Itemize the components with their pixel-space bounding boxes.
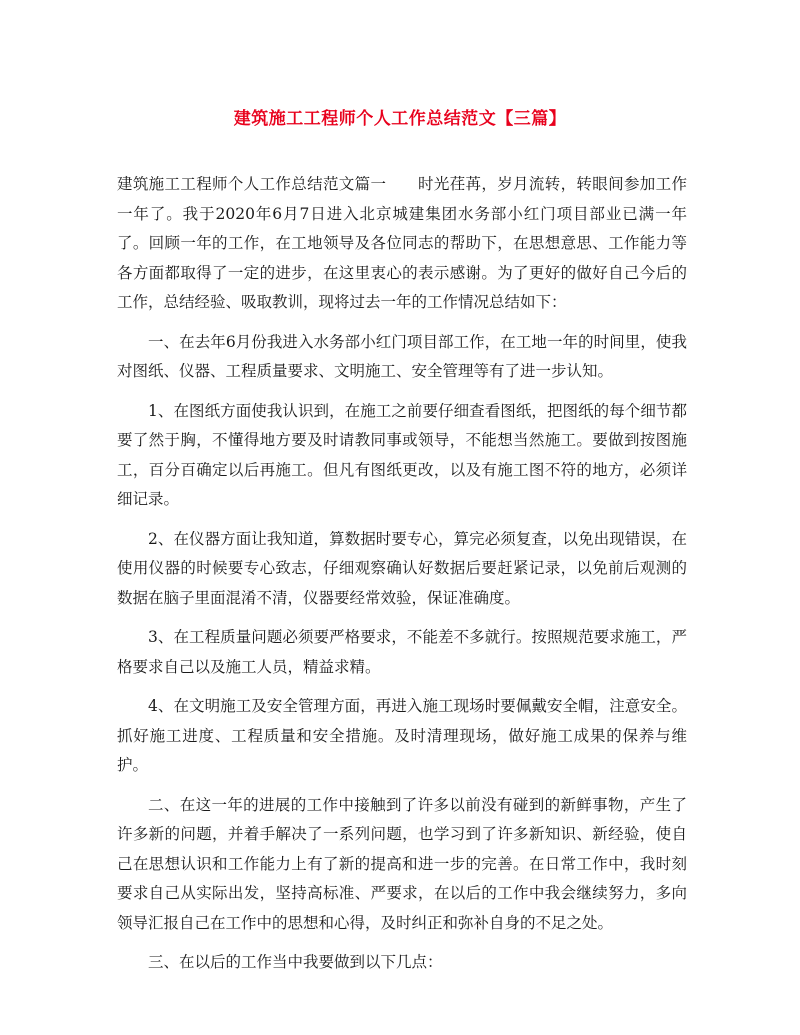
paragraph-item-1: 1、在图纸方面使我认识到，在施工之前要仔细查看图纸，把图纸的每个细节都要了然于胸，不懂得地方要及时请教同事或领导，不能想当然施工。要做到按图施工，百分百确定以后再施工。但凡有图纸更改，以及有施工图不符的地方，必须详细记录。 (117, 401, 687, 508)
paragraph-item-4: 4、在文明施工及安全管理方面，再进入施工现场时要佩戴安全帽，注意安全。抓好施工进度、工程质量和安全措施。及时清理现场，做好施工成果的保养与维护。 (117, 697, 687, 774)
paragraph-section-3: 三、在以后的工作当中我要做到以下几点： (148, 953, 443, 971)
paragraph-section-2: 二、在这一年的进展的工作中接触到了许多以前没有碰到的新鲜事物，产生了许多新的问题，并着手解决了一系列问题，也学习到了许多新知识、新经验，使自己在思想认识和工作能力上有了新的提高和进一步的完善。在日常工作中，我时刻要求自己从实际出发，坚持高标准、严要求，在以后的工作中我会继续努力，多向领导汇报自己在工作中的思想和心得，及时纠正和弥补自身的不足之处。 (117, 795, 687, 932)
paragraph-section-1: 一、在去年6月份我进入水务部小红门项目部工作，在工地一年的时间里，使我对图纸、仪器、工程质量要求、文明施工、安全管理等有了进一步认知。 (117, 332, 687, 380)
paragraph-item-2: 2、在仪器方面让我知道，算数据时要专心，算完必须复查，以免出现错误，在使用仪器的时候要专心致志，仔细观察确认好数据后要赶紧记录，以免前后观测的数据在脑子里面混淆不清，仪器要经常效验，保证准确度。 (117, 529, 687, 607)
paragraph-item-3: 3、在工程质量问题必须要严格要求，不能差不多就行。按照规范要求施工，严格要求自己以及施工人员，精益求精。 (117, 628, 687, 676)
document-body (117, 170, 687, 988)
paragraph-intro: 建筑施工工程师个人工作总结范文篇一 时光荏苒，岁月流转，转眼间参加工作一年了。我于2020年6月7日进入北京城建集团水务部小红门项目部业已满一年了。回顾一年的工作，在工地领导及各位同志的帮助下，在思想意思、工作能力等各方面都取得了一定的进步，在这里衷心的表示感谢。为了更好的做好自己今后的工作，总结经验、吸取教训，现将过去一年的工作情况总结如下： (117, 175, 687, 311)
document-title: 建筑施工工程师个人工作总结范文【三篇】 (233, 109, 567, 129)
